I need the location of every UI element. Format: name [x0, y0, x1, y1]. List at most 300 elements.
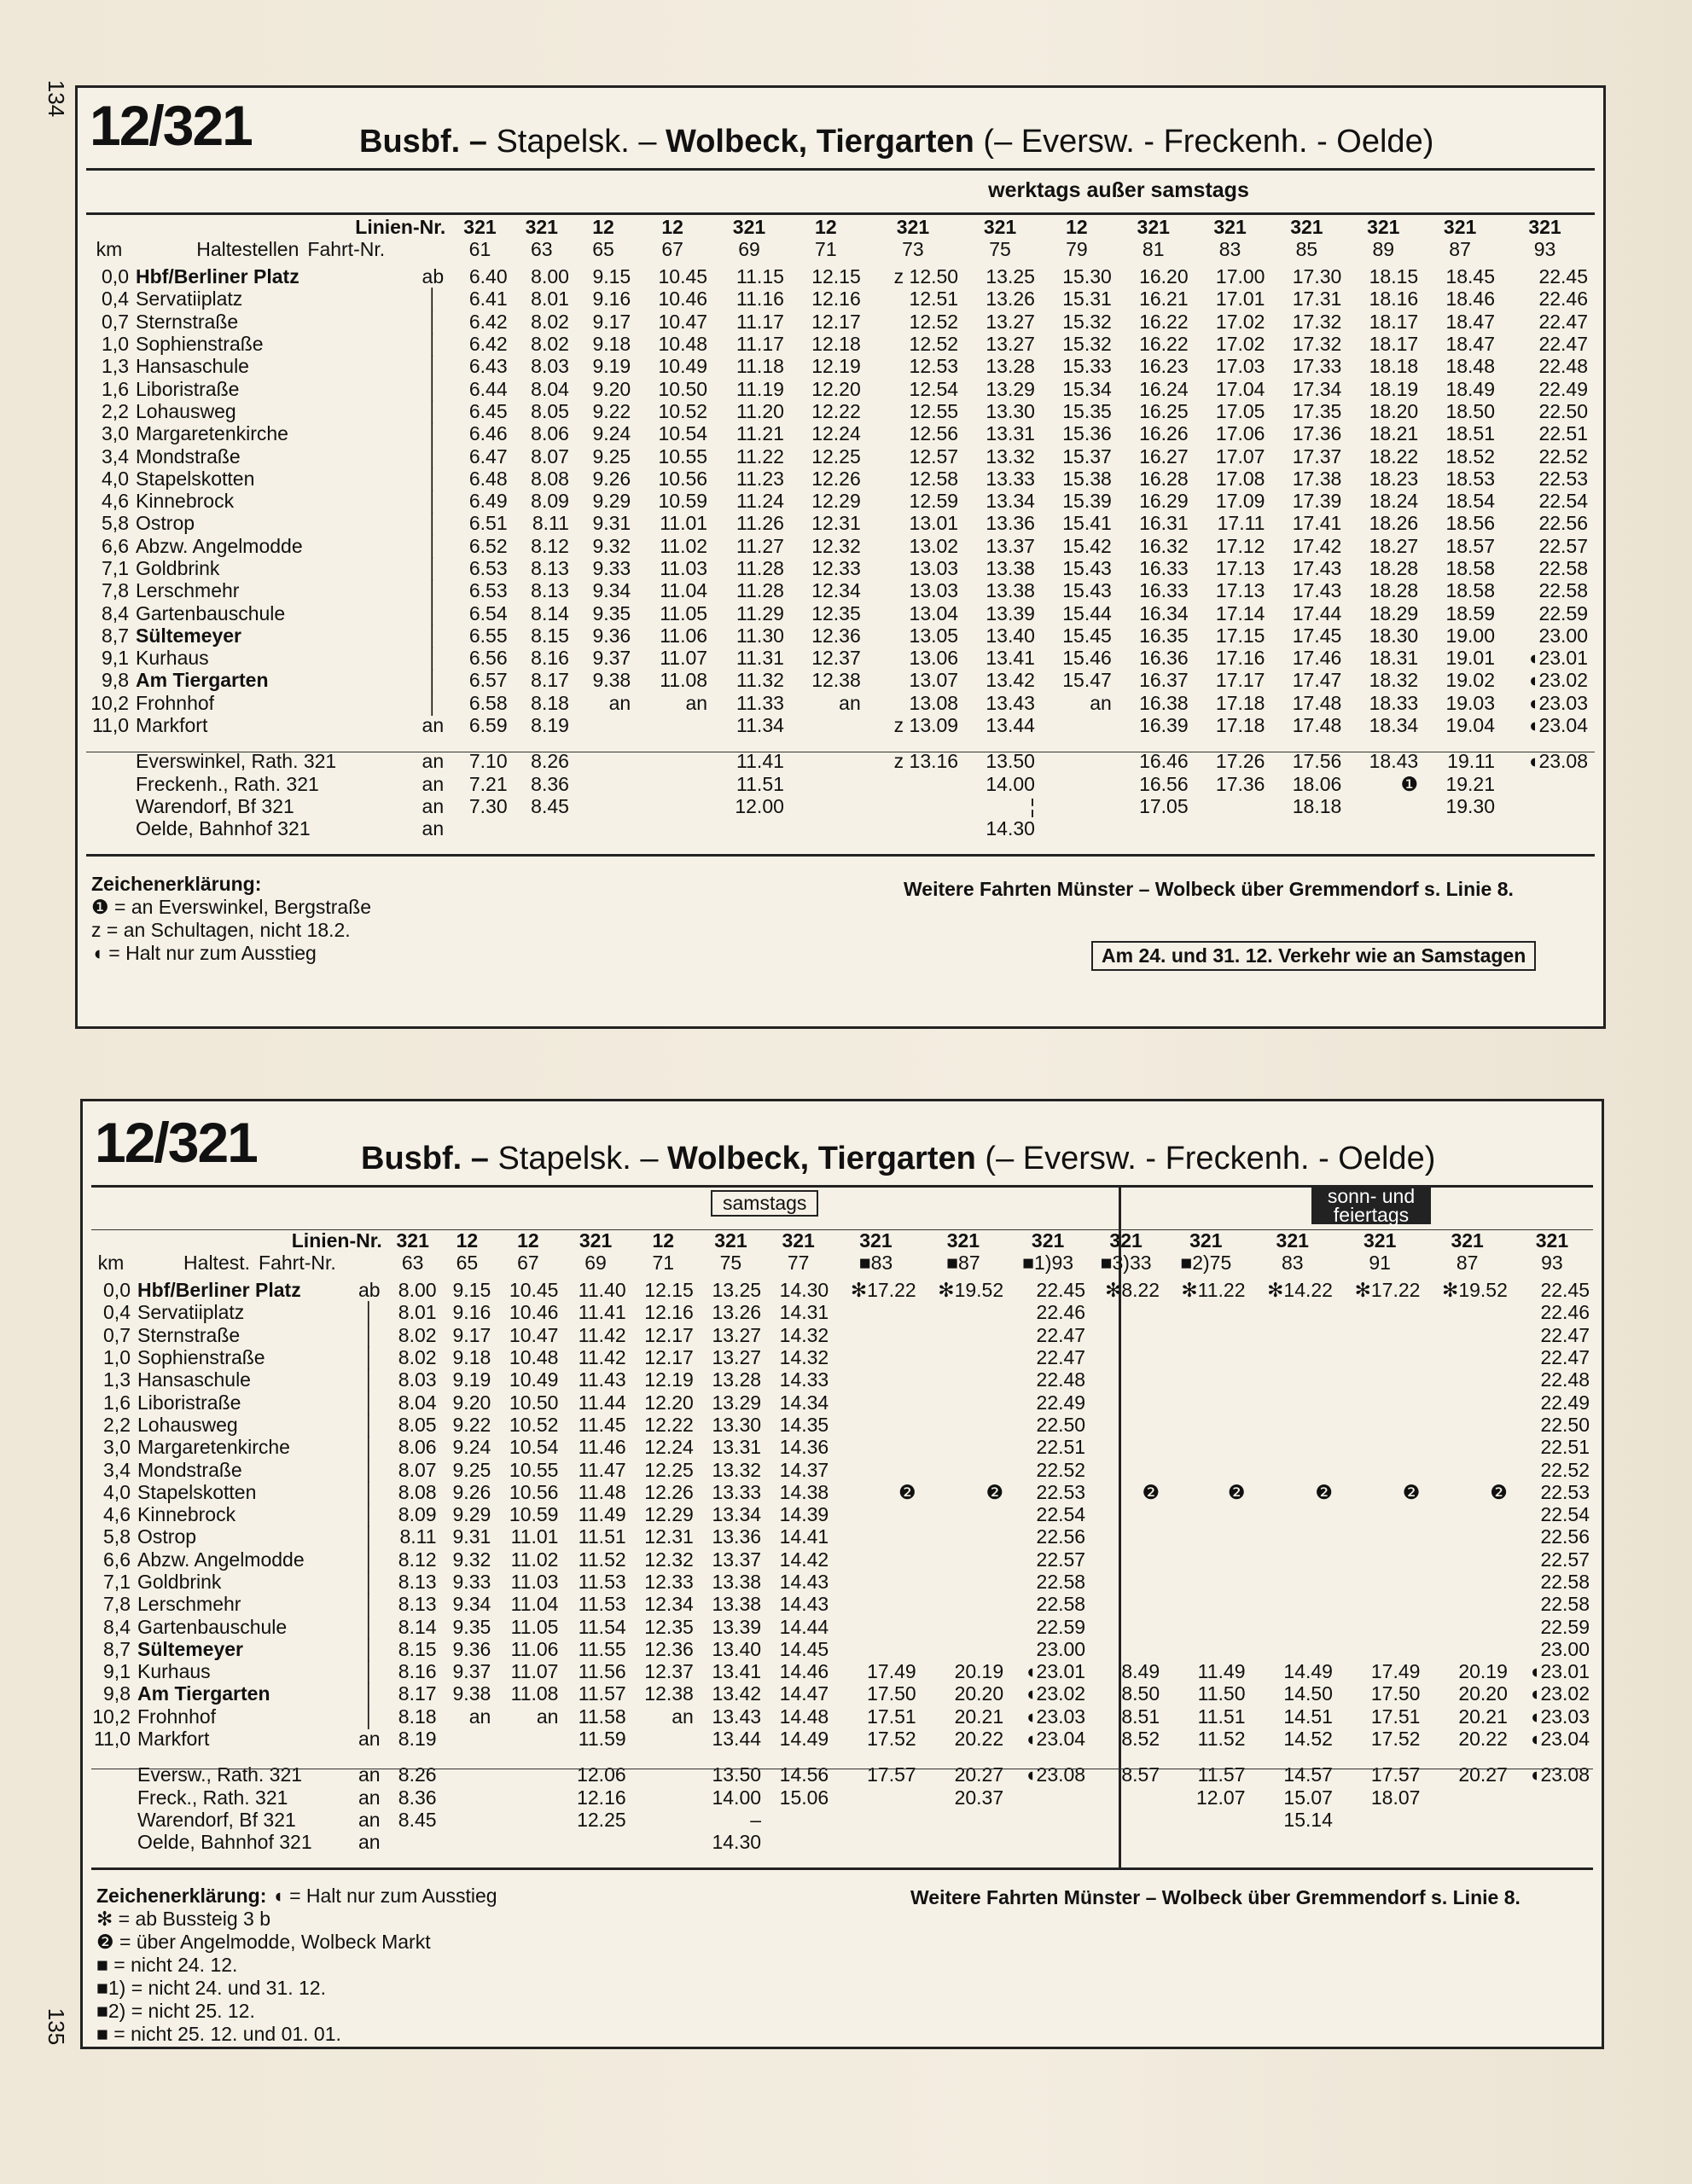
- time-cell: 11.59: [578, 1728, 626, 1751]
- time-cell: 17.05: [1215, 399, 1265, 422]
- trip-number: 65: [592, 238, 614, 260]
- time-cell: [494, 1757, 561, 1786]
- time-cell: 14.44: [779, 1615, 829, 1638]
- time-cell: 14.52: [1283, 1728, 1333, 1751]
- time-cell: [1249, 1436, 1336, 1458]
- time-cell: 12.17: [644, 1346, 694, 1369]
- arrival-departure: │: [427, 288, 439, 311]
- time-cell: 13.39: [986, 601, 1035, 624]
- time-cell: 16.39: [1139, 714, 1189, 737]
- km-value: 2,2: [102, 399, 129, 422]
- time-cell: 12.59: [909, 490, 959, 513]
- time-cell: 8.26: [531, 750, 569, 773]
- time-cell: [832, 1593, 919, 1615]
- time-cell: 22.47: [1036, 1323, 1086, 1346]
- time-cell: [765, 1809, 832, 1831]
- line-number: 321: [1451, 1229, 1484, 1252]
- km-value: 8,7: [103, 1637, 131, 1660]
- time-cell: 17.48: [1292, 691, 1342, 714]
- time-cell: [1336, 1571, 1423, 1593]
- time-cell: 15.43: [1062, 579, 1112, 602]
- time-cell: 13.50: [712, 1763, 762, 1786]
- trip-number: ■2)75: [1180, 1252, 1232, 1274]
- time-cell: 17.16: [1215, 647, 1265, 670]
- time-cell: 12.53: [909, 355, 959, 378]
- time-cell: 18.47: [1445, 310, 1496, 333]
- time-cell: 9.26: [592, 467, 631, 490]
- table-row: [88, 1638, 1593, 1660]
- km-value: 0,7: [103, 1323, 131, 1346]
- time-cell: 10.49: [658, 355, 708, 378]
- time-cell: 22.46: [1538, 288, 1588, 311]
- time-cell: [832, 1368, 919, 1391]
- line-number: 12: [592, 216, 614, 238]
- time-cell: [832, 1324, 919, 1346]
- time-cell: [920, 1391, 1007, 1413]
- table-row: [88, 1682, 1593, 1705]
- stop-name: Ostrop: [137, 1525, 197, 1548]
- line-number: 321: [463, 216, 497, 238]
- time-cell: 14.45: [779, 1637, 829, 1660]
- km-value: 4,0: [103, 1480, 131, 1503]
- table-row: [86, 311, 1591, 333]
- time-cell: 8.17: [398, 1682, 437, 1705]
- time-cell: 12.35: [644, 1615, 694, 1638]
- time-cell: ✻17.22: [850, 1279, 916, 1302]
- time-cell: [573, 743, 634, 772]
- time-cell: 8.04: [398, 1391, 437, 1414]
- time-cell: 6.43: [468, 355, 508, 378]
- time-cell: 12.31: [644, 1525, 694, 1548]
- time-cell: 12.22: [811, 399, 861, 422]
- time-cell: 8.18: [531, 691, 569, 714]
- time-cell: 20.22: [954, 1728, 1004, 1751]
- time-cell: 13.36: [986, 512, 1035, 535]
- time-cell: [1192, 795, 1269, 817]
- km-value: 0,0: [102, 265, 129, 288]
- timetable-weekdays: [75, 85, 1606, 1029]
- time-cell: 13.08: [909, 691, 959, 714]
- time-cell: [1163, 1615, 1248, 1637]
- time-cell: 15.32: [1062, 333, 1112, 356]
- time-cell: 20.20: [1458, 1682, 1508, 1705]
- line-number: 321: [1137, 216, 1170, 238]
- arrival-departure: │: [363, 1705, 375, 1728]
- time-cell: 13.32: [986, 444, 1035, 468]
- time-cell: 22.54: [1538, 490, 1588, 513]
- time-cell: 9.36: [592, 624, 631, 647]
- arrival-departure: │: [427, 444, 439, 468]
- time-cell: 9.37: [452, 1660, 491, 1683]
- time-cell: 22.59: [1538, 601, 1588, 624]
- time-cell: 9.24: [452, 1436, 491, 1459]
- legend-item: ■ = nicht 25. 12. und 01. 01.: [96, 2023, 341, 2045]
- km-value: 1,3: [103, 1368, 131, 1391]
- time-cell: 13.29: [986, 377, 1035, 400]
- km-value: 1,6: [103, 1391, 131, 1414]
- time-cell: 12.15: [644, 1279, 694, 1302]
- trip-number: 83: [1281, 1252, 1304, 1274]
- time-cell: [1423, 1503, 1510, 1525]
- km-value: 4,0: [102, 467, 129, 490]
- stop-name: Sültemeyer: [136, 624, 242, 647]
- stop-name: Markfort: [136, 714, 208, 737]
- connection-stop: Freck., Rath. 321: [137, 1786, 288, 1809]
- time-cell: 22.45: [1538, 265, 1588, 288]
- stop-name: Hbf/Berliner Platz: [136, 265, 299, 288]
- stop-name: Mondstraße: [137, 1458, 242, 1481]
- time-cell: 6.42: [468, 310, 508, 333]
- time-cell: 23.00: [1538, 624, 1588, 647]
- km-value: 1,0: [103, 1346, 131, 1369]
- legend-item: ■1) = nicht 24. und 31. 12.: [96, 1977, 326, 1999]
- holiday-note: Am 24. und 31. 12. Verkehr wie an Samstagen: [1091, 941, 1536, 971]
- time-cell: 14.46: [779, 1660, 829, 1683]
- time-cell: 17.52: [867, 1728, 916, 1751]
- time-cell: 18.49: [1445, 377, 1496, 400]
- table-row: [88, 1276, 1593, 1301]
- time-cell: 13.41: [712, 1660, 762, 1683]
- time-cell: 17.47: [1292, 669, 1342, 692]
- time-cell: 13.37: [712, 1548, 762, 1571]
- time-cell: 11.06: [660, 624, 708, 647]
- time-cell: 6.47: [468, 444, 508, 468]
- arrival-departure: │: [427, 647, 439, 670]
- table-row: [88, 1660, 1593, 1682]
- time-cell: 17.02: [1215, 333, 1265, 356]
- time-cell: [440, 1757, 495, 1786]
- time-cell: 8.26: [398, 1763, 437, 1786]
- time-cell: 6.53: [468, 579, 508, 602]
- arrival-departure: │: [427, 669, 439, 692]
- line-number: 12: [652, 1229, 675, 1252]
- time-cell: 15.31: [1062, 288, 1112, 311]
- time-cell: 14.57: [1283, 1763, 1333, 1786]
- km-value: [86, 817, 132, 839]
- table-row: [86, 512, 1591, 534]
- time-cell: 13.44: [986, 714, 1035, 737]
- time-cell: 13.04: [909, 601, 959, 624]
- time-cell: 13.42: [712, 1682, 762, 1705]
- time-cell: 13.44: [712, 1728, 762, 1751]
- time-cell: 22.49: [1538, 377, 1588, 400]
- time-cell: 10.45: [658, 265, 708, 288]
- time-cell: [920, 1436, 1007, 1458]
- time-cell: 17.07: [1215, 444, 1265, 468]
- time-cell: 11.57: [1197, 1763, 1246, 1786]
- time-cell: 20.21: [1458, 1705, 1508, 1728]
- stop-name: Gartenbauschule: [136, 601, 286, 624]
- line-number: 321: [579, 1229, 613, 1252]
- stop-name: Sültemeyer: [137, 1637, 244, 1660]
- time-cell: 17.38: [1292, 467, 1342, 490]
- trip-number: 81: [1142, 238, 1165, 260]
- time-cell: 18.50: [1445, 399, 1496, 422]
- arrival-departure: │: [363, 1682, 375, 1705]
- time-cell: 12.25: [811, 444, 861, 468]
- time-cell: 18.54: [1445, 490, 1496, 513]
- time-cell: 18.20: [1369, 399, 1419, 422]
- km-value: 7,8: [103, 1593, 131, 1616]
- time-cell: [920, 1638, 1007, 1660]
- km-value: 0,4: [102, 288, 129, 311]
- time-cell: [1163, 1324, 1248, 1346]
- time-cell: 12.16: [644, 1301, 694, 1324]
- time-cell: [1089, 1503, 1163, 1525]
- trip-number: 63: [401, 1252, 424, 1274]
- time-cell: 9.25: [452, 1458, 491, 1481]
- time-cell: [832, 1391, 919, 1413]
- time-cell: 11.28: [736, 557, 784, 579]
- time-cell: 12.32: [811, 534, 861, 557]
- time-cell: 12.36: [811, 624, 861, 647]
- legend-item: ◖ = Halt nur zum Ausstieg: [271, 1885, 497, 1907]
- time-cell: 22.59: [1540, 1615, 1590, 1638]
- header-spacer: [86, 216, 132, 238]
- time-cell: 11.45: [578, 1413, 626, 1436]
- time-cell: 12.52: [909, 333, 959, 356]
- time-cell: 9.15: [592, 265, 631, 288]
- time-cell: [1163, 1391, 1248, 1413]
- time-cell: [920, 1346, 1007, 1368]
- time-cell: 17.50: [1370, 1682, 1421, 1705]
- time-cell: 17.41: [1292, 512, 1342, 535]
- time-cell: [832, 1809, 919, 1831]
- time-cell: [1423, 1525, 1510, 1548]
- time-cell: 17.12: [1215, 534, 1265, 557]
- stop-name: Lohausweg: [136, 399, 236, 422]
- time-cell: 22.45: [1036, 1279, 1086, 1302]
- time-cell: [1423, 1414, 1510, 1436]
- time-cell: 6.41: [468, 288, 508, 311]
- time-cell: [1423, 1324, 1510, 1346]
- arrival-departure: an: [422, 714, 445, 737]
- time-cell: 14.47: [779, 1682, 829, 1705]
- km-value: 7,1: [103, 1571, 131, 1593]
- time-cell: 22.51: [1538, 422, 1588, 445]
- time-cell: [711, 817, 788, 839]
- time-cell: 9.34: [452, 1593, 491, 1616]
- time-cell: 16.20: [1139, 265, 1189, 288]
- time-cell: [1249, 1391, 1336, 1413]
- time-cell: 9.15: [452, 1279, 491, 1302]
- stop-name: Sophienstraße: [137, 1346, 265, 1369]
- arrival-departure: │: [427, 333, 439, 356]
- time-cell: 15.37: [1062, 444, 1112, 468]
- km-value: [88, 1757, 134, 1786]
- time-cell: [832, 1414, 919, 1436]
- time-cell: 17.39: [1292, 490, 1342, 513]
- time-cell: 10.49: [509, 1368, 559, 1391]
- time-cell: 18.46: [1445, 288, 1496, 311]
- time-cell: [1089, 1525, 1163, 1548]
- time-cell: 13.27: [712, 1346, 762, 1369]
- time-cell: 13.03: [909, 579, 959, 602]
- stop-name: Mondstraße: [136, 444, 241, 468]
- arrival-departure: │: [427, 691, 439, 714]
- time-cell: 12.07: [1195, 1786, 1246, 1809]
- time-cell: 9.16: [592, 288, 631, 311]
- time-cell: [1249, 1593, 1336, 1615]
- time-cell: 11.07: [660, 647, 708, 670]
- legend-item: ❶ = an Everswinkel, Bergstraße: [91, 896, 372, 918]
- time-cell: [634, 714, 711, 743]
- time-cell: 12.55: [909, 399, 959, 422]
- time-cell: 12.36: [644, 1637, 694, 1660]
- time-cell: 22.52: [1540, 1458, 1590, 1481]
- time-cell: 8.09: [398, 1503, 437, 1526]
- time-cell: [1498, 795, 1591, 817]
- time-cell: ✻19.52: [938, 1279, 1004, 1302]
- time-cell: [832, 1436, 919, 1458]
- time-cell: [1192, 817, 1269, 839]
- time-cell: 8.08: [531, 467, 569, 490]
- time-cell: 14.35: [779, 1413, 829, 1436]
- time-cell: 18.07: [1370, 1786, 1421, 1809]
- table-row: [86, 468, 1591, 490]
- line-number: 321: [1276, 1229, 1309, 1252]
- table-row: [88, 1414, 1593, 1436]
- time-cell: 16.23: [1139, 355, 1189, 378]
- time-cell: 17.34: [1292, 377, 1342, 400]
- time-cell: 12.56: [909, 422, 959, 445]
- legend-item: ■ = nicht 24. 12.: [96, 1954, 238, 1976]
- trip-number: 85: [1295, 238, 1318, 260]
- time-cell: 17.51: [867, 1705, 916, 1728]
- time-cell: 8.01: [531, 288, 569, 311]
- time-cell: 13.39: [712, 1615, 762, 1638]
- legend-heading: Zeichenerklärung:: [96, 1885, 267, 1907]
- time-cell: 8.01: [398, 1301, 437, 1324]
- time-cell: 18.15: [1369, 265, 1419, 288]
- trip-number: 75: [989, 238, 1011, 260]
- time-cell: 9.17: [592, 310, 631, 333]
- table-row: [86, 355, 1591, 377]
- time-cell: [1089, 1593, 1163, 1615]
- km-value: 4,6: [102, 490, 129, 513]
- km-value: 2,2: [103, 1413, 131, 1436]
- time-cell: [1163, 1525, 1248, 1548]
- time-cell: an: [839, 691, 861, 714]
- time-cell: 14.38: [779, 1480, 829, 1503]
- time-cell: [634, 795, 711, 817]
- time-cell: 15.46: [1062, 647, 1112, 670]
- time-cell: 17.48: [1292, 714, 1342, 737]
- time-cell: [1423, 1615, 1510, 1637]
- time-cell: 9.18: [452, 1346, 491, 1369]
- time-cell: 16.35: [1139, 624, 1189, 647]
- time-cell: 17.45: [1292, 624, 1342, 647]
- km-value: 8,4: [102, 601, 129, 624]
- arrival-departure: │: [363, 1503, 375, 1526]
- stop-name: Lerschmehr: [137, 1593, 241, 1616]
- time-cell: 18.52: [1445, 444, 1496, 468]
- time-cell: 11.40: [578, 1279, 626, 1302]
- table-row: [86, 377, 1591, 399]
- time-cell: 12.20: [811, 377, 861, 400]
- time-cell: 8.06: [531, 422, 569, 445]
- time-cell: 18.23: [1369, 467, 1419, 490]
- time-cell: an: [536, 1705, 559, 1728]
- trip-number: 69: [738, 238, 760, 260]
- time-cell: 8.19: [398, 1728, 437, 1751]
- km-value: 1,3: [102, 355, 129, 378]
- time-cell: ◖23.03: [1528, 1705, 1590, 1728]
- legend-heading: Zeichenerklärung:: [91, 873, 262, 895]
- time-cell: 11.08: [510, 1682, 559, 1705]
- time-cell: 15.44: [1062, 601, 1112, 624]
- table-row: [86, 288, 1591, 310]
- time-cell: 18.16: [1369, 288, 1419, 311]
- time-cell: 13.28: [986, 355, 1035, 378]
- time-cell: 11.08: [660, 669, 708, 692]
- time-cell: [1249, 1548, 1336, 1571]
- connection-stop: Everswinkel, Rath. 321: [136, 750, 337, 773]
- time-cell: 14.36: [779, 1436, 829, 1459]
- time-cell: 8.19: [531, 714, 569, 737]
- stop-name: Stapelskotten: [137, 1480, 257, 1503]
- time-cell: 10.55: [658, 444, 708, 468]
- time-cell: 14.41: [779, 1525, 829, 1548]
- time-cell: 11.16: [736, 288, 784, 311]
- time-cell: [1038, 817, 1115, 839]
- header-stops: [132, 238, 449, 263]
- time-cell: 17.18: [1215, 691, 1265, 714]
- time-cell: 22.58: [1036, 1593, 1086, 1616]
- trip-number: 89: [1372, 238, 1395, 260]
- time-cell: [1089, 1391, 1163, 1413]
- arrival-departure: │: [427, 624, 439, 647]
- time-cell: 9.25: [592, 444, 631, 468]
- time-cell: 12.25: [577, 1808, 626, 1831]
- table-row: [88, 1503, 1593, 1525]
- arrival-departure: an: [422, 794, 445, 817]
- time-cell: ◖23.01: [1528, 1660, 1590, 1683]
- time-cell: [1163, 1809, 1248, 1831]
- time-cell: 12.24: [811, 422, 861, 445]
- further-trips-note: Weitere Fahrten Münster – Wolbeck über Gremmendorf s. Linie 8.: [910, 1886, 1520, 1908]
- time-cell: 10.54: [509, 1436, 559, 1459]
- time-cell: [920, 1525, 1007, 1548]
- time-cell: 11.49: [1197, 1660, 1246, 1683]
- stop-name: Kurhaus: [137, 1660, 211, 1683]
- time-cell: 19.02: [1445, 669, 1496, 692]
- time-cell: [1249, 1368, 1336, 1391]
- arrival-departure: │: [363, 1637, 375, 1660]
- time-cell: an: [1090, 691, 1112, 714]
- time-cell: 9.31: [452, 1525, 491, 1548]
- time-cell: 17.14: [1215, 601, 1265, 624]
- arrival-departure: │: [363, 1548, 375, 1571]
- km-value: 8,4: [103, 1615, 131, 1638]
- legend-item: ✻ = ab Bussteig 3 b: [96, 1908, 271, 1930]
- time-cell: 15.38: [1062, 467, 1112, 490]
- trip-number: 87: [1456, 1252, 1479, 1274]
- table-row: [88, 1548, 1593, 1571]
- time-cell: [630, 1757, 697, 1786]
- time-cell: 18.21: [1369, 422, 1419, 445]
- time-cell: 12.38: [644, 1682, 694, 1705]
- time-cell: 15.39: [1062, 490, 1112, 513]
- time-cell: [440, 1809, 495, 1831]
- time-cell: 10.45: [509, 1279, 559, 1302]
- time-cell: 14.31: [779, 1301, 829, 1324]
- time-cell: 11.53: [578, 1571, 626, 1593]
- time-cell: 6.56: [468, 647, 508, 670]
- stop-name: Frohnhof: [136, 691, 215, 714]
- time-cell: 11.03: [510, 1571, 559, 1593]
- time-cell: [1336, 1615, 1423, 1637]
